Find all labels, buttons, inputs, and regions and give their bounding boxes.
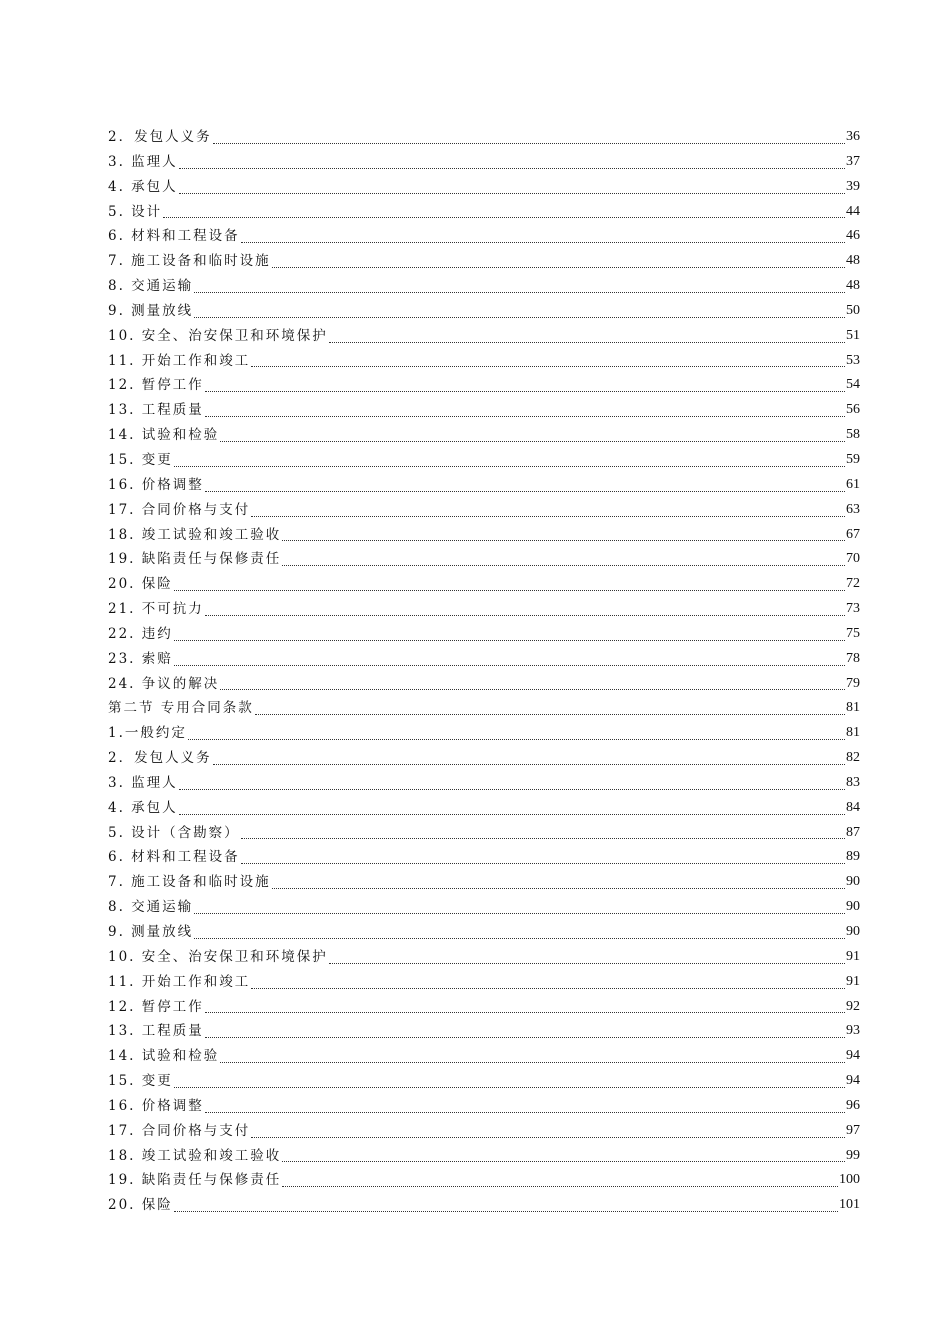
dot-leader <box>174 1210 838 1212</box>
dot-leader <box>255 713 845 715</box>
dot-leader <box>179 167 845 169</box>
toc-entry-page-number: 94 <box>846 1073 860 1089</box>
toc-entry[interactable] <box>108 175 860 200</box>
toc-entry-title: 24. 争议的解决 <box>108 675 220 692</box>
toc-entry-page-number: 67 <box>846 526 860 542</box>
toc-entry-title: 18. 竣工试验和竣工验收 <box>108 1147 282 1164</box>
toc-entry-title: 18. 竣工试验和竣工验收 <box>108 526 282 543</box>
toc-entry-page-number: 91 <box>846 973 860 989</box>
toc-entry[interactable] <box>108 200 860 225</box>
toc-entry-title: 20. 保险 <box>108 1197 173 1214</box>
toc-entry-page-number: 94 <box>846 1048 860 1064</box>
toc-entry[interactable] <box>108 970 860 995</box>
toc-entry-page-number: 92 <box>846 998 860 1014</box>
toc-entry-title: 8. 交通运输 <box>108 899 194 916</box>
toc-entry[interactable] <box>108 771 860 796</box>
toc-entry-title: 6. 材料和工程设备 <box>108 228 240 245</box>
toc-entry-title: 7. 施工设备和临时设施 <box>108 253 271 270</box>
dot-leader <box>251 987 845 989</box>
toc-entry[interactable] <box>108 373 860 398</box>
toc-entry[interactable] <box>108 150 860 175</box>
dot-leader <box>213 142 845 144</box>
dot-leader <box>251 365 845 367</box>
toc-entry-title: 16. 价格调整 <box>108 476 204 493</box>
toc-entry[interactable] <box>108 597 860 622</box>
toc-entry[interactable] <box>108 349 860 374</box>
toc-entry-title: 9. 测量放线 <box>108 924 194 940</box>
dot-leader <box>174 1086 845 1088</box>
dot-leader <box>251 1136 845 1138</box>
toc-entry-title: 9. 测量放线 <box>108 302 194 319</box>
toc-entry[interactable] <box>108 1094 860 1119</box>
toc-entry-page-number: 53 <box>846 352 860 368</box>
toc-entry-page-number: 93 <box>846 1023 860 1039</box>
toc-entry-page-number: 87 <box>846 824 860 840</box>
toc-entry-title: 15. 变更 <box>108 1073 173 1090</box>
dot-leader <box>163 216 845 218</box>
toc-entry[interactable] <box>108 572 860 597</box>
toc-entry-page-number: 89 <box>846 849 860 865</box>
toc-entry[interactable] <box>108 1144 860 1169</box>
dot-leader <box>174 639 845 641</box>
table-of-contents <box>108 125 860 1218</box>
toc-entry-page-number: 96 <box>846 1097 860 1113</box>
toc-entry-page-number: 101 <box>839 1197 860 1213</box>
toc-entry[interactable] <box>108 796 860 821</box>
toc-entry[interactable] <box>108 622 860 647</box>
toc-entry-title: 15. 变更 <box>108 451 173 468</box>
toc-entry[interactable] <box>108 696 860 721</box>
dot-leader <box>241 241 845 243</box>
dot-leader <box>205 1111 845 1113</box>
dot-leader <box>213 763 845 765</box>
toc-entry-title: 5. 设计（含勘察） <box>108 824 240 841</box>
toc-entry[interactable] <box>108 746 860 771</box>
toc-entry-page-number: 91 <box>846 948 860 964</box>
toc-entry-title: 10. 安全、治安保卫和环境保护 <box>108 948 328 965</box>
toc-entry-title: 4. 承包人 <box>108 178 178 195</box>
dot-leader <box>194 316 845 318</box>
toc-entry-title: 3. 监理人 <box>108 774 178 791</box>
toc-entry-title: 22. 违约 <box>108 625 173 642</box>
toc-entry-title: 17. 合同价格与支付 <box>108 501 251 518</box>
toc-entry-title: 2．发包人义务 <box>108 750 212 767</box>
dot-leader <box>179 813 845 815</box>
toc-entry-page-number: 44 <box>846 203 860 219</box>
toc-entry-page-number: 90 <box>846 899 860 915</box>
toc-entry-title: 6. 材料和工程设备 <box>108 849 240 866</box>
dot-leader <box>205 614 845 616</box>
toc-entry-title: 7. 施工设备和临时设施 <box>108 874 271 891</box>
dot-leader <box>194 912 845 914</box>
toc-entry[interactable] <box>108 845 860 870</box>
toc-entry-title: 17. 合同价格与支付 <box>108 1122 251 1139</box>
toc-entry-page-number: 36 <box>846 129 860 144</box>
toc-entry-page-number: 50 <box>846 302 860 318</box>
toc-entry[interactable] <box>108 945 860 970</box>
toc-entry-page-number: 54 <box>846 377 860 393</box>
dot-leader <box>194 291 845 293</box>
toc-entry-page-number: 37 <box>846 153 860 169</box>
dot-leader <box>329 341 845 343</box>
toc-entry-title: 10. 安全、治安保卫和环境保护 <box>108 327 328 344</box>
toc-entry-title: 第二节 专用合同条款 <box>108 700 254 717</box>
toc-entry[interactable] <box>108 995 860 1020</box>
toc-entry[interactable] <box>108 398 860 423</box>
toc-entry-title: 21. 不可抗力 <box>108 601 204 618</box>
toc-entry-title: 3. 监理人 <box>108 153 178 170</box>
dot-leader <box>205 390 845 392</box>
toc-entry[interactable] <box>108 274 860 299</box>
toc-entry-page-number: 63 <box>846 501 860 517</box>
dot-leader <box>251 515 845 517</box>
toc-entry-page-number: 48 <box>846 278 860 294</box>
toc-entry-title: 12. 暂停工作 <box>108 377 204 394</box>
toc-entry-title: 13. 工程质量 <box>108 402 204 419</box>
toc-entry-title: 19. 缺陷责任与保修责任 <box>108 1172 282 1189</box>
dot-leader <box>174 589 845 591</box>
toc-entry-page-number: 99 <box>846 1147 860 1163</box>
toc-entry[interactable] <box>108 473 860 498</box>
dot-leader <box>174 664 845 666</box>
toc-entry-page-number: 84 <box>846 799 860 815</box>
toc-entry[interactable] <box>108 448 860 473</box>
dot-leader <box>282 1185 838 1187</box>
toc-entry[interactable] <box>108 821 860 846</box>
dot-leader <box>205 1036 845 1038</box>
toc-entry[interactable] <box>108 920 860 945</box>
toc-entry-page-number: 81 <box>846 725 860 741</box>
toc-entry-page-number: 90 <box>846 924 860 939</box>
dot-leader <box>241 862 845 864</box>
dot-leader <box>220 440 845 442</box>
toc-entry-title: 2．发包人义务 <box>108 129 212 145</box>
toc-entry-title: 8. 交通运输 <box>108 278 194 295</box>
toc-entry[interactable] <box>108 895 860 920</box>
dot-leader <box>282 539 845 541</box>
toc-entry[interactable] <box>108 1193 860 1218</box>
dot-leader <box>220 688 845 690</box>
dot-leader <box>205 490 845 492</box>
toc-entry-page-number: 72 <box>846 576 860 592</box>
toc-entry-page-number: 58 <box>846 427 860 443</box>
dot-leader <box>205 415 845 417</box>
toc-entry[interactable] <box>108 647 860 672</box>
toc-entry[interactable] <box>108 125 860 150</box>
toc-entry-page-number: 70 <box>846 551 860 567</box>
dot-leader <box>194 937 845 939</box>
dot-leader <box>282 1160 845 1162</box>
dot-leader <box>329 962 845 964</box>
toc-entry-page-number: 90 <box>846 874 860 890</box>
toc-entry-page-number: 78 <box>846 650 860 666</box>
toc-entry[interactable] <box>108 721 860 746</box>
toc-entry-title: 14. 试验和检验 <box>108 1048 220 1065</box>
toc-entry[interactable] <box>108 299 860 324</box>
toc-entry[interactable] <box>108 1044 860 1069</box>
toc-entry-page-number: 82 <box>846 750 860 766</box>
toc-entry[interactable] <box>108 1119 860 1144</box>
toc-entry-page-number: 79 <box>846 675 860 691</box>
toc-entry[interactable] <box>108 423 860 448</box>
toc-entry-page-number: 75 <box>846 625 860 641</box>
toc-entry-title: 23. 索赔 <box>108 650 173 667</box>
toc-entry[interactable] <box>108 224 860 249</box>
toc-entry[interactable] <box>108 324 860 349</box>
toc-entry-title: 11. 开始工作和竣工 <box>108 352 251 369</box>
toc-entry[interactable] <box>108 523 860 548</box>
toc-entry-title: 12. 暂停工作 <box>108 998 204 1015</box>
dot-leader <box>272 887 845 889</box>
toc-entry-page-number: 73 <box>846 601 860 617</box>
toc-entry-page-number: 48 <box>846 253 860 269</box>
dot-leader <box>205 1011 845 1013</box>
dot-leader <box>220 1061 845 1063</box>
toc-entry-title: 16. 价格调整 <box>108 1097 204 1114</box>
toc-entry-title: 13. 工程质量 <box>108 1023 204 1040</box>
toc-entry-title: 20. 保险 <box>108 576 173 593</box>
dot-leader <box>179 788 845 790</box>
toc-entry-page-number: 97 <box>846 1122 860 1138</box>
toc-entry[interactable] <box>108 1069 860 1094</box>
dot-leader <box>179 192 845 194</box>
dot-leader <box>188 738 845 740</box>
toc-entry[interactable] <box>108 547 860 572</box>
toc-entry-page-number: 56 <box>846 402 860 418</box>
toc-entry-title: 14. 试验和检验 <box>108 427 220 444</box>
dot-leader <box>282 564 845 566</box>
dot-leader <box>174 465 845 467</box>
toc-entry-page-number: 39 <box>846 178 860 194</box>
toc-entry-page-number: 46 <box>846 228 860 244</box>
toc-entry[interactable] <box>108 870 860 895</box>
toc-entry-page-number: 81 <box>846 700 860 716</box>
toc-entry-title: 1.一般约定 <box>108 725 187 742</box>
toc-entry[interactable] <box>108 672 860 697</box>
dot-leader <box>272 266 845 268</box>
toc-entry[interactable] <box>108 1019 860 1044</box>
dot-leader <box>241 837 845 839</box>
toc-entry[interactable] <box>108 498 860 523</box>
toc-entry[interactable] <box>108 1168 860 1193</box>
toc-entry-title: 19. 缺陷责任与保修责任 <box>108 551 282 568</box>
toc-entry-page-number: 61 <box>846 476 860 492</box>
toc-entry[interactable] <box>108 249 860 274</box>
toc-entry-page-number: 51 <box>846 327 860 343</box>
toc-entry-page-number: 100 <box>839 1172 860 1188</box>
toc-entry-title: 11. 开始工作和竣工 <box>108 973 251 990</box>
toc-entry-page-number: 59 <box>846 451 860 467</box>
toc-entry-page-number: 83 <box>846 774 860 790</box>
toc-entry-title: 4. 承包人 <box>108 799 178 816</box>
toc-entry-title: 5. 设计 <box>108 203 163 220</box>
